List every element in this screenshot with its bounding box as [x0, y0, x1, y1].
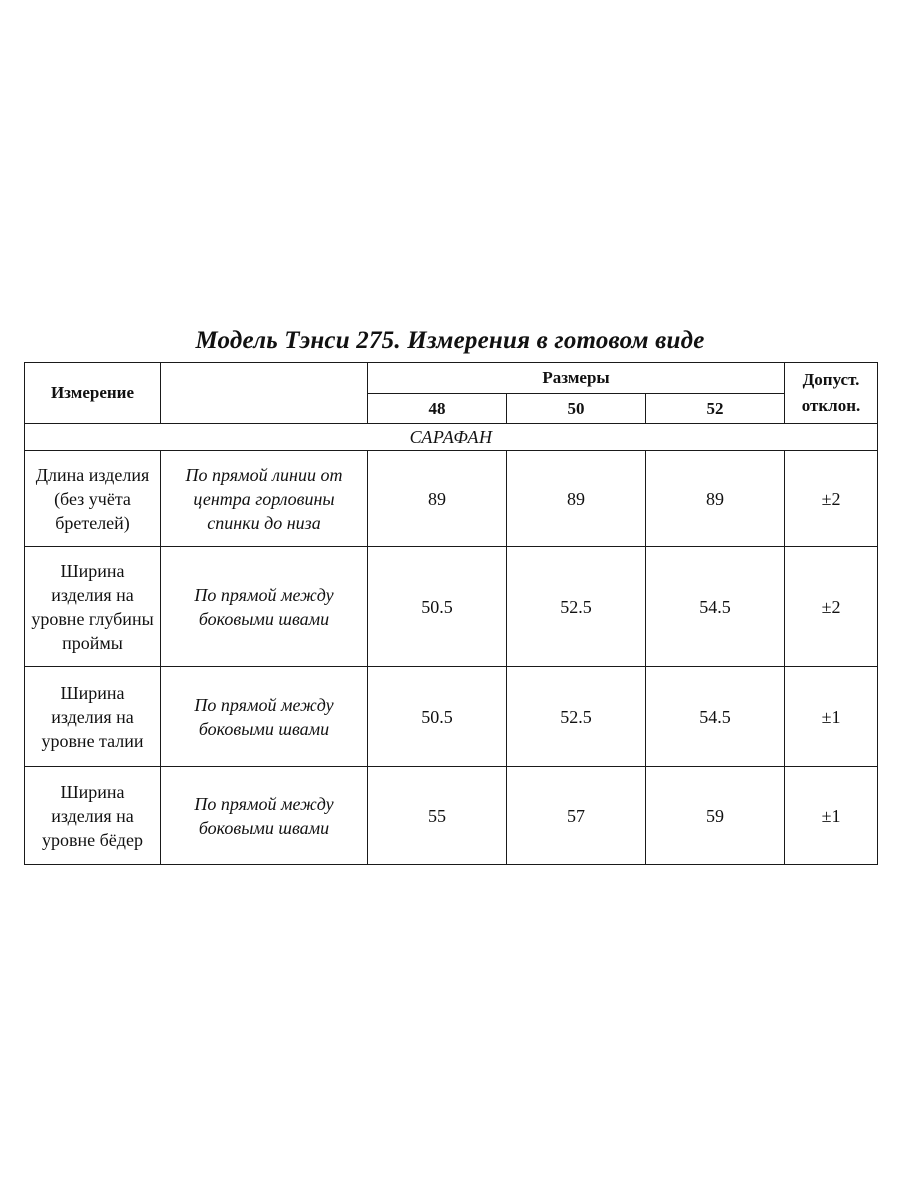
row-tolerance: ±1	[785, 667, 878, 767]
section-row	[25, 424, 878, 451]
document-title: Модель Тэнси 275. Измерения в готовом виде	[195, 327, 705, 354]
header-measurement: Измерение	[25, 363, 161, 424]
row-value-size-48: 50.5	[368, 547, 507, 667]
table-row	[25, 767, 878, 865]
row-value-size-50: 57	[507, 767, 646, 865]
row-measurement-name: Ширина изделия на уровне бёдер	[25, 767, 161, 865]
row-measurement-name: Ширина изделия на уровне талии	[25, 667, 161, 767]
row-value-size-52: 54.5	[646, 547, 785, 667]
row-tolerance: ±2	[785, 547, 878, 667]
header-size-48: 48	[368, 394, 507, 424]
row-measurement-name: Длина изделия (без учёта бретелей)	[25, 451, 161, 547]
row-tolerance: ±2	[785, 451, 878, 547]
section-label: САРАФАН	[25, 424, 878, 451]
row-description: По прямой между боковыми швами	[161, 767, 368, 865]
row-value-size-52: 54.5	[646, 667, 785, 767]
row-value-size-48: 89	[368, 451, 507, 547]
row-tolerance: ±1	[785, 767, 878, 865]
header-description	[161, 363, 368, 424]
header-size-50: 50	[507, 394, 646, 424]
header-size-52: 52	[646, 394, 785, 424]
table-row	[25, 451, 878, 547]
row-value-size-52: 59	[646, 767, 785, 865]
row-value-size-50: 52.5	[507, 547, 646, 667]
row-value-size-50: 52.5	[507, 667, 646, 767]
row-value-size-52: 89	[646, 451, 785, 547]
header-row-top	[25, 363, 878, 394]
table-row	[25, 547, 878, 667]
row-description: По прямой линии от центра горловины спинки до низа	[161, 451, 368, 547]
row-value-size-50: 89	[507, 451, 646, 547]
header-tolerance: Допуст. отклон.	[785, 363, 878, 424]
row-measurement-name: Ширина изделия на уровне глубины проймы	[25, 547, 161, 667]
row-description: По прямой между боковыми швами	[161, 547, 368, 667]
table-row	[25, 667, 878, 767]
header-sizes-group: Размеры	[368, 363, 785, 394]
row-description: По прямой между боковыми швами	[161, 667, 368, 767]
row-value-size-48: 55	[368, 767, 507, 865]
row-value-size-48: 50.5	[368, 667, 507, 767]
measurements-table	[24, 362, 878, 865]
